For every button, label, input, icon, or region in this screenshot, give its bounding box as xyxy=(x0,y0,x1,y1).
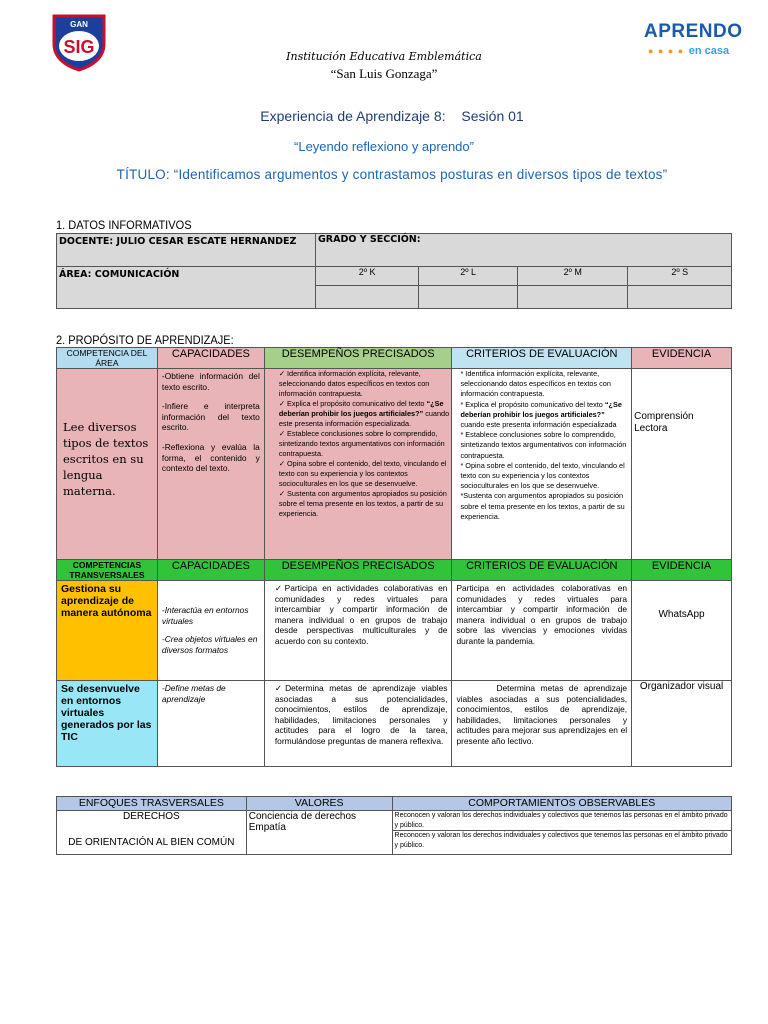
enfoque-line: DERECHOS xyxy=(123,811,180,822)
evidencia-cell: Comprensión Lectora xyxy=(632,369,732,560)
area-cell: ÁREA: COMUNICACIÓN xyxy=(57,267,316,309)
criterio-item: *Sustenta con argumentos apropiados su posición sobre el tema presente en los textos, a partir de su experiencia. xyxy=(460,491,625,521)
enfoques-table xyxy=(56,796,732,855)
docente-cell: DOCENTE: JULIO CESAR ESCATE HERNANDEZ xyxy=(57,234,316,267)
grado-cell: GRADO Y SECCIÓN: xyxy=(316,234,732,267)
section-blank-cell xyxy=(518,286,628,309)
aprendo-en-casa-logo xyxy=(644,21,744,57)
experience-subtitle: “Leyendo reflexiono y aprendo” xyxy=(294,139,474,154)
header-desempenos: DESEMPEÑOS PRECISADOS xyxy=(264,348,452,369)
enfoque-cell xyxy=(57,811,247,855)
section-datos-title: 1. DATOS INFORMATIVOS xyxy=(56,218,192,232)
section-blank-cell xyxy=(419,286,518,309)
check-icon: ✓ xyxy=(278,369,287,378)
trans1-criterio: Participa en actividades colaborativas en comunidades y redes virtuales para intercambiar y compartir información de manera individual o en grupos de trabajo sobre las vivencias y emociones vividas durante la pandemia. xyxy=(452,581,632,681)
check-icon: ✓ xyxy=(278,429,287,438)
desempeno-item: ✓ Identifica información explícita, relevante, seleccionando datos específicos en textos con información contrapuesta. xyxy=(278,369,430,398)
capacidad-item: -Reflexiona y evalúa la forma, el contenido y contexto del texto. xyxy=(161,441,260,474)
criterio-item: * Identifica información explícita, relevante, seleccionando datos específicos en textos con información contrapuesta. xyxy=(460,369,611,399)
desempeno-item: ✓ Establece conclusiones sobre lo comprendido, sintetizando textos argumentativos con información contrapuesta. xyxy=(278,429,445,458)
valores-cell xyxy=(246,811,392,855)
capacidad-item: -Infiere e interpreta información del texto escrito. xyxy=(161,401,260,433)
enfoques-header: ENFOQUES TRASVERSALES xyxy=(57,797,247,811)
comportamiento-line: Reconocen y valoran los derechos individuales y colectivos que tenemos las personas en el ámbito privado y público. xyxy=(394,812,728,829)
desempenos-cell xyxy=(264,369,452,560)
comportamiento-line: Reconocen y valoran los derechos individuales y colectivos que tenemos las personas en el ámbito privado y público. xyxy=(393,830,731,850)
header2-competencia: COMPETENCIAS TRANSVERSALES xyxy=(57,560,158,581)
desempeno-item: ✓ Opina sobre el contenido, del texto, vinculando el texto con su experiencia y los contextos socioculturales en los que se desenvuelve. xyxy=(278,459,447,488)
header-capacidades: CAPACIDADES xyxy=(157,348,264,369)
trans2-criterio: Determina metas de aprendizaje viables asociadas a sus potencialidades, conocimientos, estilos de aprendizaje, habilidades, limitaciones personales y actitudes para mejorar sus aprendizajes en el presente año lectivo. xyxy=(452,681,632,767)
criterios-cell xyxy=(452,369,632,560)
valor-line: Conciencia de derechos xyxy=(248,811,357,822)
logo-top-text: GAN xyxy=(70,20,88,29)
section-cell: 2º L xyxy=(419,267,518,286)
aprendo-logo-sub: en casa xyxy=(688,45,730,57)
header2-evidencia: EVIDENCIA xyxy=(632,560,732,581)
section-cell: 2º K xyxy=(316,267,419,286)
section-proposito-title: 2. PROPÓSITO DE APRENDIZAJE: xyxy=(56,333,234,347)
logo-text: SIG xyxy=(63,37,95,57)
criterio-item: * Explica el propósito comunicativo del texto “¿Se deberían prohibir los juegos artificiales?” cuando este presenta información especializada xyxy=(460,399,622,430)
header2-criterios: CRITERIOS DE EVALUACIÓN xyxy=(452,560,632,581)
capacidad-item: -Crea objetos virtuales en diversos formatos xyxy=(161,634,258,655)
header-evidencia: EVIDENCIA xyxy=(632,348,732,369)
check-icon: ✓ xyxy=(274,583,285,593)
capacidad-item: -Interactúa en entornos virtuales xyxy=(161,605,249,626)
comportamientos-header: COMPORTAMIENTOS OBSERVABLES xyxy=(392,797,731,811)
trans2-capacidades: -Define metas de aprendizaje xyxy=(157,681,264,767)
section-cell: 2º M xyxy=(518,267,628,286)
question-text: “¿Se deberían prohibir los juegos artificiales?” xyxy=(460,399,622,419)
criterio-item: * Opina sobre el contenido, del texto, vinculando el texto con su experiencia y los contextos socioculturales en los que se desenvuelve. xyxy=(460,460,625,491)
trans2-competencia: Se desenvuelve en entornos virtuales generados por las TIC xyxy=(57,681,158,767)
trans1-capacidades xyxy=(157,581,264,681)
question-text: “¿Se deberían prohibir los juegos artificiales?” xyxy=(278,399,444,418)
section-blank-cell xyxy=(316,286,419,309)
aprendo-logo-main: APRENDO xyxy=(644,21,743,42)
datos-table xyxy=(56,233,732,309)
header2-capacidades: CAPACIDADES xyxy=(157,560,264,581)
check-icon: ✓ xyxy=(278,399,287,408)
check-icon: ✓ xyxy=(278,459,287,468)
trans2-evidencia: Organizador visual xyxy=(632,681,732,767)
comportamiento-cell xyxy=(392,811,731,855)
check-icon: ✓ xyxy=(274,683,286,693)
section-cell: 2º S xyxy=(628,267,732,286)
trans1-competencia: Gestiona su aprendizaje de manera autónoma xyxy=(57,581,158,681)
experience-heading xyxy=(0,108,768,124)
criterio-item: * Establece conclusiones sobre lo comprendido, sintetizando textos argumentativos con información contrapuesta. xyxy=(460,430,627,460)
header-competencia: COMPETENCIA DEL ÁREA xyxy=(57,348,158,369)
institution-name: Institución Educativa Emblemática xyxy=(286,50,482,63)
trans1-desempeno: ✓Participa en actividades colaborativas en comunidades y redes virtuales para intercambiar y compartir información de manera individual o en grupos de trabajo desde perspectivas multiculturales y de acuerdo con su contexto. xyxy=(264,581,452,681)
trans1-evidencia: WhatsApp xyxy=(632,581,732,681)
capacidades-cell xyxy=(157,369,264,560)
header2-desempenos: DESEMPEÑOS PRECISADOS xyxy=(264,560,452,581)
valor-line: Empatía xyxy=(248,822,286,833)
valores-header: VALORES xyxy=(246,797,392,811)
header-criterios: CRITERIOS DE EVALUACIÓN xyxy=(452,348,632,369)
competencia-cell: Lee diversos tipos de textos escritos en su lengua materna. xyxy=(57,369,158,560)
check-icon: ✓ xyxy=(278,489,287,498)
session-title: TÍTULO: “Identificamos argumentos y contrastamos posturas en diversos tipos de textos” xyxy=(116,167,668,182)
desempeno-item: ✓ Explica el propósito comunicativo del texto “¿Se deberían prohibir los juegos artificiales?” cuando este presenta información especializada. xyxy=(278,399,450,428)
capacidad-item: -Obtiene información del texto escrito. xyxy=(161,371,260,392)
session-label: Sesión 01 xyxy=(461,108,524,124)
proposito-table xyxy=(56,347,732,767)
desempeno-item: ✓ Sustenta con argumentos apropiados su posición sobre el tema presente en los textos, a partir de su experiencia. xyxy=(278,489,447,518)
institution-school: “San Luis Gonzaga” xyxy=(330,66,438,81)
trans2-desempeno: ✓Determina metas de aprendizaje viables asociadas a sus potencialidades, conocimientos, estilos de aprendizaje, habilidades, limitaciones personales y actitudes para el logro de la tarea, formulándose preguntas de manera reflexiva. xyxy=(264,681,452,767)
enfoque-line: DE ORIENTACIÓN AL BIEN COMÚN xyxy=(68,837,235,848)
aprendo-dots-icon: ● ● ● ● xyxy=(648,46,685,56)
experience-label: Experiencia de Aprendizaje 8: xyxy=(260,108,446,124)
section-blank-cell xyxy=(628,286,732,309)
